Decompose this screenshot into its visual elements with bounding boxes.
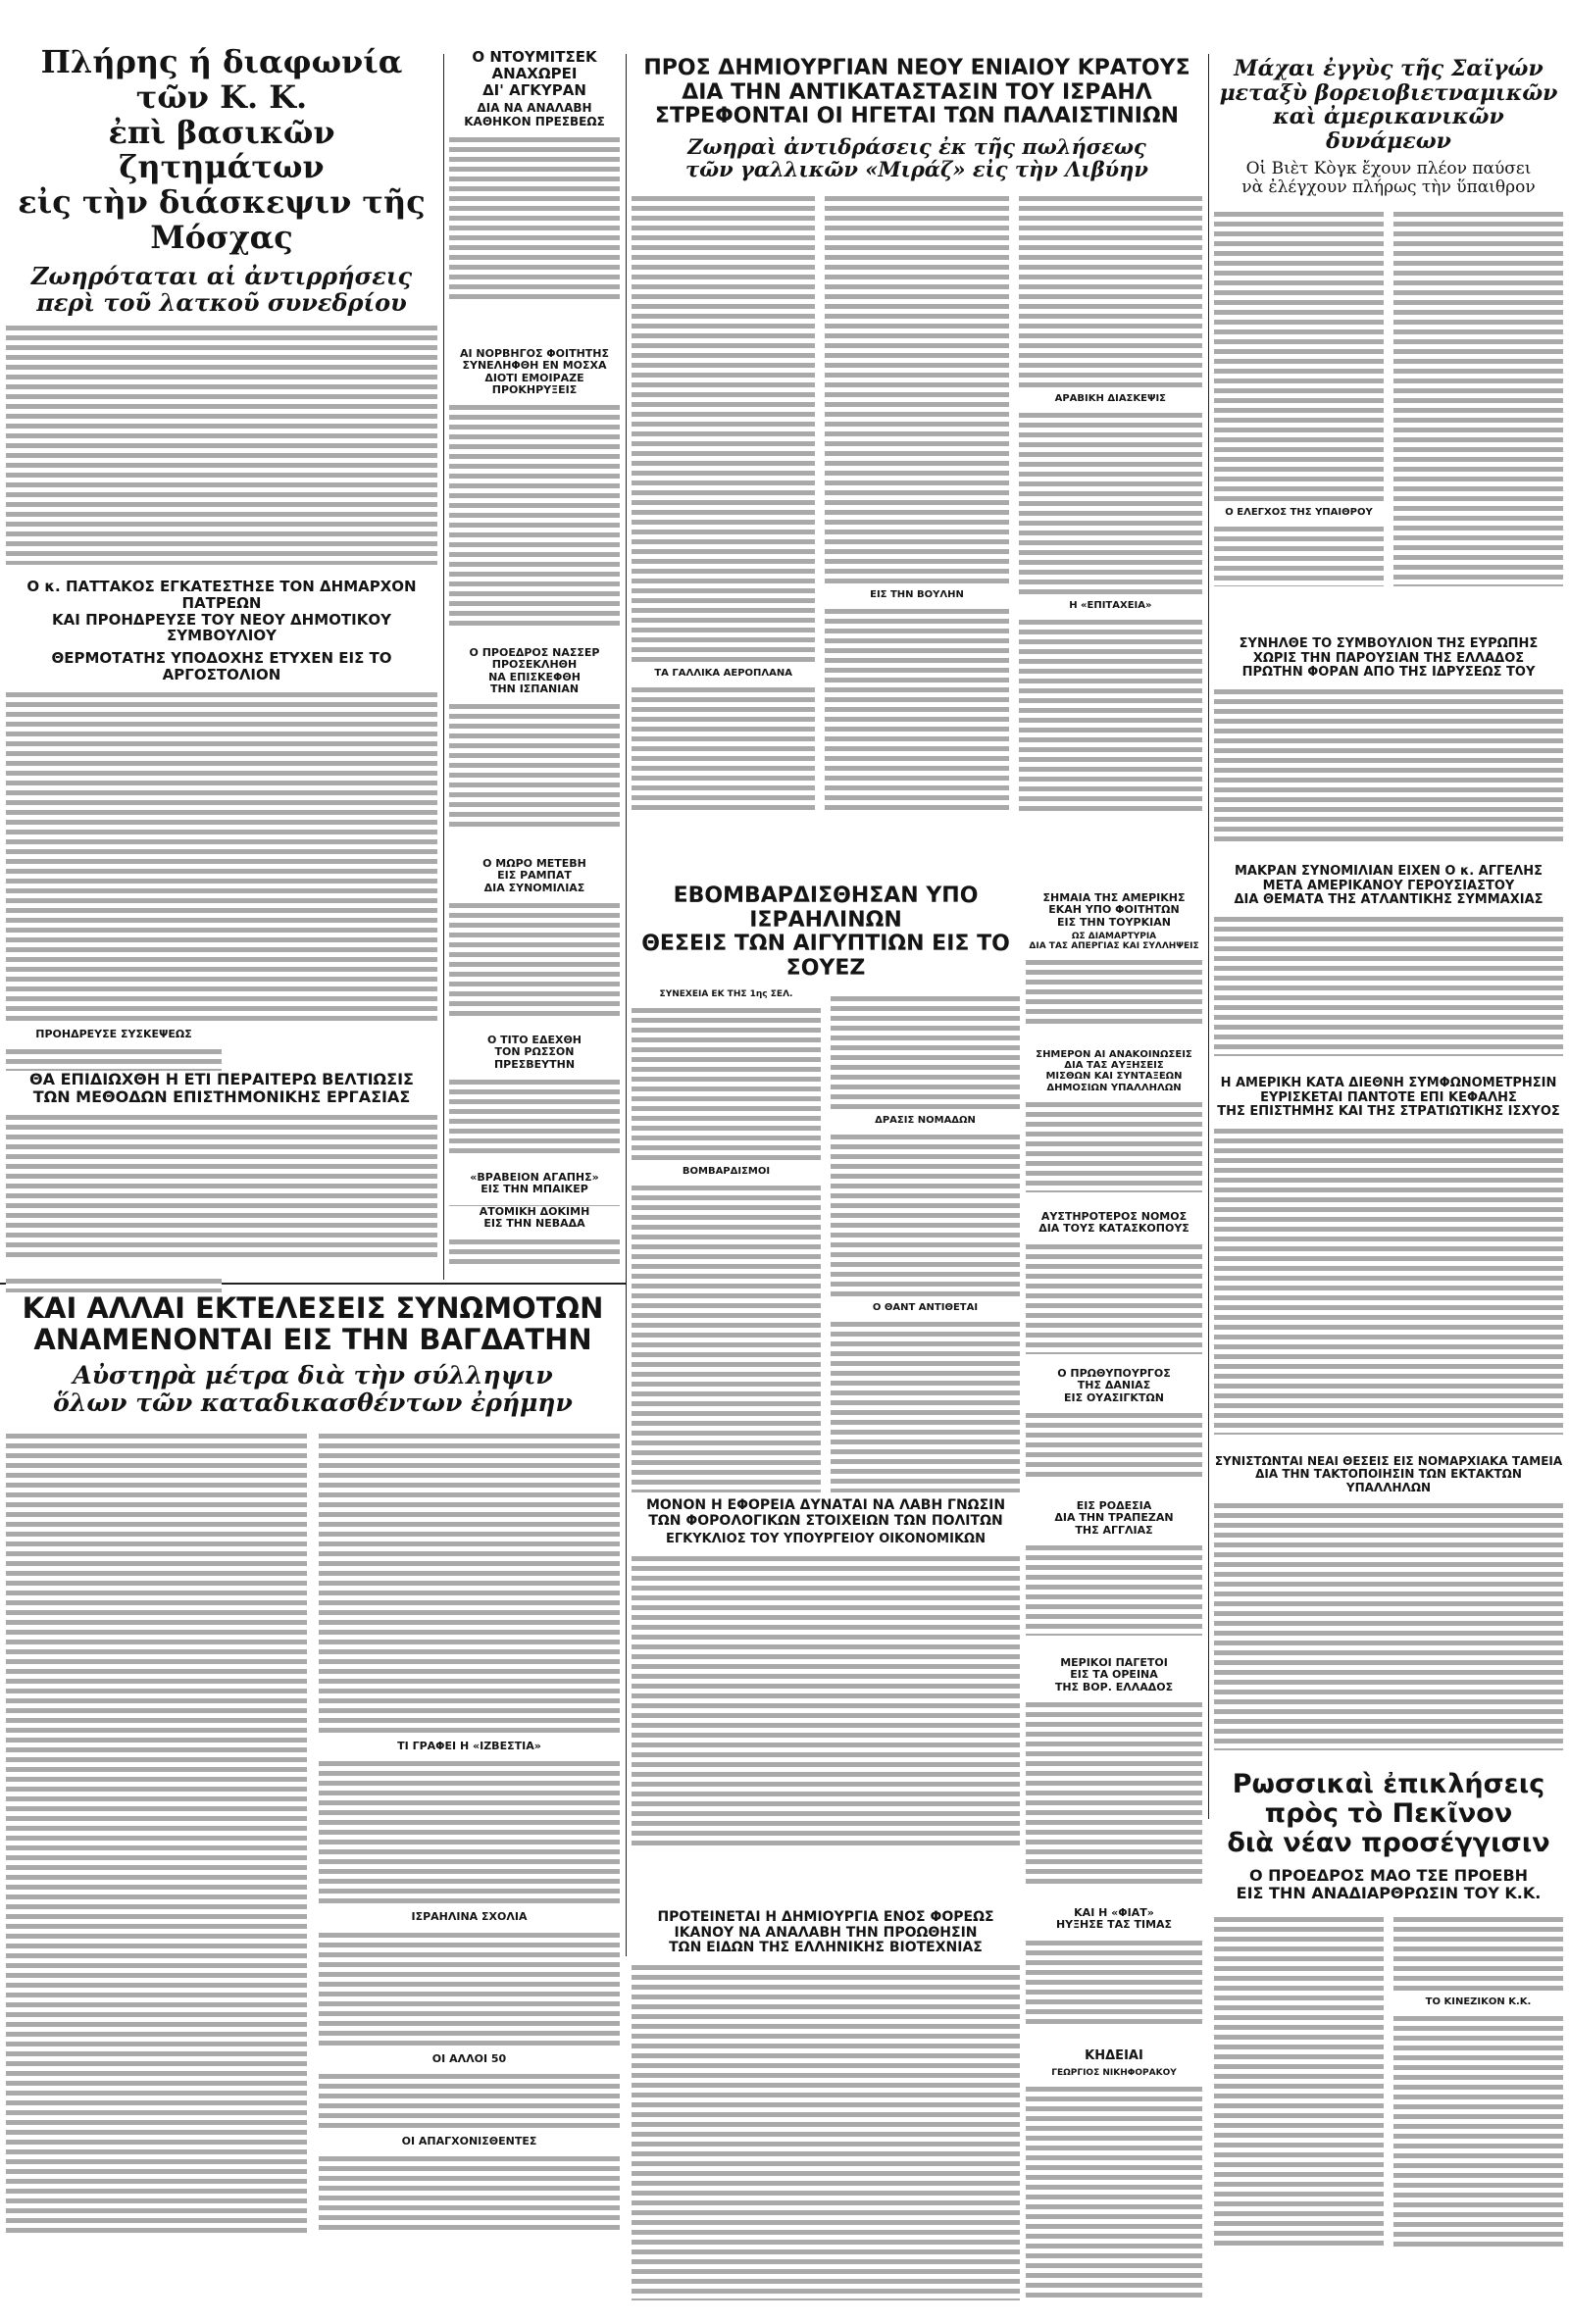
headline-line: ΠΡΟΣΕΚΛΗΘΗ: [491, 658, 578, 672]
headline-line: ΣΤΡΕΦΟΝΤΑΙ ΟΙ ΗΓΕΤΑΙ ΤΩΝ ΠΑΛΑΙΣΤΙΝΙΩΝ: [654, 104, 1180, 129]
subhead-line: ΚΑΘΗΚΟΝ ΠΡΕΣΒΕΩΣ: [464, 114, 605, 128]
article-body: [319, 1930, 620, 2047]
headline-line: ΜΕΤΑ ΑΜΕΡΙΚΑΝΟΥ ΓΕΡΟΥΣΙΑΣΤΟΥ: [1262, 878, 1515, 893]
headline-line: ΣΗΜΑΙΑ ΤΗΣ ΑΜΕΡΙΚΗΣ: [1042, 892, 1186, 904]
headline-line: Ο ΤΙΤΟ ΕΔΕΧΘΗ: [486, 1035, 582, 1046]
headline-line: ΕΙΣ ΤΑ ΟΡΕΙΝΑ: [1070, 1668, 1158, 1682]
headline-line: ΕΙΣ ΡΟΔΕΣΙΑ: [1076, 1500, 1152, 1512]
headline-line: ΔΗΜΟΣΙΩΝ ΥΠΑΛΛΗΛΩΝ: [1046, 1082, 1182, 1093]
article-body: [6, 689, 437, 1023]
section-heading: ΤΑ ΓΑΛΛΙΚΑ ΑΕΡΟΠΛΑΝΑ: [654, 667, 792, 679]
article-rhodesia-bank: [1026, 1500, 1202, 1652]
headline-line: ΕΥΡΙΣΚΕΤΑΙ ΠΑΝΤΟΤΕ ΕΠΙ ΚΕΦΑΛΗΣ: [1260, 1089, 1517, 1105]
headline-line: ΠΡΟΤΕΙΝΕΤΑΙ Η ΔΗΜΙΟΥΡΓΙΑ ΕΝΟΣ ΦΟΡΕΩΣ: [657, 1910, 994, 1925]
subhead-line: Αὐστηρὰ μέτρα διὰ τὴν σύλληψιν: [73, 1360, 553, 1389]
article-frost: [1026, 1657, 1202, 1902]
headline-line: ΕΙΣ ΡΑΜΠΑΤ: [497, 869, 572, 883]
article-body: [1026, 1410, 1202, 1479]
headline-line: ΜΙΣΘΩΝ ΚΑΙ ΣΥΝΤΑΞΕΩΝ: [1045, 1071, 1183, 1083]
article-body: [319, 1431, 620, 1735]
headline-line: ΔΙ' ΑΓΚΥΡΑΝ: [482, 80, 586, 99]
article-body: [6, 1431, 307, 2235]
article-body: [825, 193, 1008, 585]
subhead-line: ΕΙΣ ΤΗΝ ΑΝΑΔΙΑΡΘΡΩΣΙΝ ΤΟΥ Κ.Κ.: [1236, 1883, 1542, 1902]
article-body: [825, 606, 1008, 812]
article-body: [1019, 617, 1202, 813]
subhead-line: περὶ τοῦ λατκοῦ συνεδρίου: [36, 287, 407, 317]
headline-line: Η ΑΜΕΡΙΚΗ ΚΑΤΑ ΔΙΕΘΝΗ ΣΥΜΦΩΝΟΜΕΤΡΗΣΙΝ: [1220, 1077, 1557, 1090]
headline-line: «ΒΡΑΒΕΙΟΝ ΑΓΑΠΗΣ»: [470, 1172, 599, 1184]
headline-line: ΕΒΟΜΒΑΡΔΙΣΘΗΣΑΝ ΥΠΟ ΙΣΡΑΗΛΙΝΩΝ: [673, 884, 979, 933]
subhead-line: ΩΣ ΔΙΑΜΑΡΤΥΡΙΑ: [1071, 931, 1157, 941]
subhead-line: Ζωηρόταται αἱ ἀντιρρήσεις: [30, 261, 413, 290]
article-baghdad-executions: [6, 1292, 620, 2318]
article-body: [1026, 1241, 1202, 1354]
article-body: [449, 1237, 620, 1266]
article-body: [1026, 1699, 1202, 1886]
headline-line: ΚΗΔΕΙΑΙ: [1085, 2049, 1143, 2063]
headline-line: ΔΙΑ ΘΕΜΑΤΑ ΤΗΣ ΑΤΛΑΝΤΙΚΗΣ ΣΥΜΜΑΧΙΑΣ: [1234, 892, 1544, 908]
article-body: [319, 2071, 620, 2130]
headline-line: πρὸς τὸ Πεκῖνον: [1264, 1798, 1513, 1830]
subhead-line: νὰ ἐλέγχουν πλήρως τὴν ὕπαιθρον: [1241, 177, 1536, 197]
article-body: [319, 1758, 620, 1905]
article-body: [1026, 957, 1202, 1026]
article-body: [1214, 209, 1384, 503]
article-body: [632, 193, 815, 664]
subhead-line: ΔΙΑ ΤΑΣ ΑΠΕΡΓΙΑΣ ΚΑΙ ΣΥΛΛΗΨΕΙΣ: [1029, 941, 1199, 952]
section-heading: ΤΟ ΚΙΝΕΖΙΚΟΝ Κ.Κ.: [1425, 1996, 1532, 2007]
article-spy-law: [1026, 1211, 1202, 1368]
article-body: [449, 900, 620, 1018]
column-rule: [443, 54, 444, 1280]
headline-line: ΤΩΝ ΜΕΘΟΔΩΝ ΕΠΙΣΤΗΜΟΝΙΚΗΣ ΕΡΓΑΣΙΑΣ: [32, 1086, 411, 1106]
subhead-line: Ο ΠΡΟΕΔΡΟΣ ΜΑΟ ΤΣΕ ΠΡΟΕΒΗ: [1248, 1865, 1529, 1885]
subhead-line: ΘΕΡΜΟΤΑΤΗΣ ΥΠΟΔΟΧΗΣ ΕΤΥΧΕΝ ΕΙΣ ΤΟ ΑΡΓΟΣΤΟΛΙΟΝ: [51, 649, 392, 683]
headline-line: διὰ νέαν προσέγγισιν: [1227, 1828, 1550, 1859]
column-rule: [1208, 54, 1209, 1819]
headline-line: ΚΑΙ ΠΡΟΗΔΡΕΥΣΕ ΤΟΥ ΝΕΟΥ ΔΗΜΟΤΙΚΟΥ ΣΥΜΒΟΥΛΙΟΥ: [52, 610, 391, 645]
subhead-line: ΕΓΚΥΚΛΙΟΣ ΤΟΥ ΥΠΟΥΡΓΕΙΟΥ ΟΙΚΟΝΟΜΙΚΩΝ: [666, 1532, 986, 1547]
headline-line: Ο ΝΤΟΥΜΙΤΣΕΚ: [472, 49, 597, 66]
article-body: [632, 684, 815, 812]
headline-line: ΝΑ ΕΠΙΣΚΕΦΘΗ: [488, 670, 581, 683]
article-fiat-prices: [1026, 1907, 1202, 2045]
headline-line: εἰς τὴν διάσκεψιν τῆς Μόσχας: [18, 183, 426, 257]
article-us-science-military: [1214, 1077, 1563, 1454]
subhead-line: τῶν γαλλικῶν «Μιράζ» εἰς τὴν Λιβύην: [685, 157, 1148, 182]
article-handicraft-agency: [632, 1910, 1020, 2320]
article-body: [319, 2153, 620, 2232]
headline-line: ΜΑΚΡΑΝ ΣΥΝΟΜΙΛΙΑΝ ΕΙΧΕΝ Ο κ. ΑΓΓΕΛΗΣ: [1234, 865, 1544, 879]
headline-line: ΣΗΜΕΡΟΝ ΑΙ ΑΝΑΚΟΙΝΩΣΕΙΣ: [1036, 1049, 1192, 1060]
headline-line: ΕΙΣ ΤΗΝ ΝΕΒΑΔΑ: [483, 1217, 585, 1231]
article-moscow-conference: [6, 45, 437, 565]
section-heading: ΠΡΟΗΔΡΕΥΣΕ ΣΥΣΚΕΨΕΩΣ: [35, 1027, 192, 1040]
headline-line: ΕΙΣ ΤΗΝ ΤΟΥΡΚΙΑΝ: [1057, 915, 1171, 929]
headline-line: Μάχαι ἐγγὺς τῆς Σαϊγών: [1234, 57, 1544, 81]
section-heading: ΔΡΑΣΙΣ ΝΟΜΑΔΩΝ: [875, 1114, 976, 1126]
article-body: [1393, 2013, 1563, 2248]
headline-line: ΜΕΡΙΚΟΙ ΠΑΓΕΤΟΙ: [1060, 1657, 1168, 1669]
article-body: [449, 701, 620, 829]
headline-line: ἐπὶ βασικῶν ζητημάτων: [108, 113, 335, 186]
subhead-line: Οἱ Βιὲτ Κὸγκ ἔχουν πλέον παύσει: [1245, 158, 1532, 178]
article-body: [449, 1077, 620, 1155]
section-heading: ΕΙΣ ΤΗΝ ΒΟΥΛΗΝ: [870, 588, 964, 600]
article-dubcek: [449, 49, 620, 343]
headline-line: ΠΡΕΣΒΕΥΤΗΝ: [493, 1057, 576, 1071]
article-body: [1019, 193, 1202, 389]
headline-line: ΤΟΝ ΡΩΣΣΟΝ: [494, 1045, 575, 1059]
headline-line: Ρωσσικαὶ ἐπικλήσεις: [1232, 1770, 1545, 1799]
article-us-flag-turkey: [1026, 892, 1202, 1049]
headline-line: ΑΝΑΧΩΡΕΙ: [491, 64, 578, 82]
article-tax-data: [632, 1498, 1020, 1910]
article-body: [831, 1319, 1020, 1492]
headline-line: ΤΗΣ ΔΑΝΙΑΣ: [1077, 1379, 1151, 1392]
article-russia-peking: [1214, 1770, 1563, 2320]
section-heading: ΑΡΑΒΙΚΗ ΔΙΑΣΚΕΨΙΣ: [1054, 392, 1167, 404]
headline-line: ΑΙ ΝΟΡΒΗΓΟΣ ΦΟΙΤΗΤΗΣ: [459, 348, 610, 360]
subhead-line: ΔΙΑ ΝΑ ΑΝΑΛΑΒΗ: [477, 101, 592, 116]
article-tito-ambassador: [449, 1035, 620, 1172]
article-norwegian-student: [449, 348, 620, 647]
headline-line: ΘΕΣΕΙΣ ΤΩΝ ΑΙΓΥΠΤΙΩΝ ΕΙΣ ΤΟ ΣΟΥΕΖ: [641, 932, 1010, 981]
article-body: [1393, 1914, 1563, 1993]
section-heading: ΟΙ ΑΛΛΟΙ 50: [431, 2051, 507, 2065]
article-body: [1026, 1938, 1202, 2026]
article-body: [1214, 524, 1384, 586]
headline-line: ΣΥΝΙΣΤΩΝΤΑΙ ΝΕΑΙ ΘΕΣΕΙΣ ΕΙΣ ΝΟΜΑΡΧΙΑΚΑ ΤΑΜΕΙΑ: [1214, 1455, 1563, 1468]
headline-line: ΔΙΑ ΤΟΥΣ ΚΑΤΑΣΚΟΠΟΥΣ: [1038, 1222, 1189, 1236]
article-body: [449, 134, 620, 301]
article-nevada-test: [449, 1206, 620, 1280]
section-heading: ΣΥΝΕΧΕΙΑ ΕΚ ΤΗΣ 1ης ΣΕΛ.: [659, 988, 793, 999]
article-palestinian-leaders: [632, 57, 1202, 861]
article-body: [1026, 2084, 1202, 2299]
article-body: [1214, 686, 1563, 843]
headline-line: ΤΗΣ ΒΟΡ. ΕΛΛΑΔΟΣ: [1054, 1680, 1174, 1693]
headline-line: ΚΑΙ ΑΛΛΑΙ ΕΚΤΕΛΕΣΕΙΣ ΣΥΝΩΜΟΤΩΝ: [22, 1292, 604, 1325]
article-body: [632, 1962, 1020, 2300]
article-suez-bombing: [632, 884, 1020, 1492]
headline-line: ΔΙΟΤΙ ΕΜΟΙΡΑΖΕ: [484, 371, 584, 384]
headline-line: ΠΡΟΣ ΔΗΜΙΟΥΡΓΙΑΝ ΝΕΟΥ ΕΝΙΑΙΟΥ ΚΡΑΤΟΥΣ: [643, 57, 1190, 80]
headline-line: Ο ΠΡΟΕΔΡΟΣ ΝΑΣΣΕΡ: [469, 647, 600, 659]
article-body: [831, 1132, 1020, 1298]
article-angelis-senator: [1214, 865, 1563, 1076]
section-heading: Ο ΕΛΕΓΧΟΣ ΤΗΣ ΥΠΑΙΘΡΟΥ: [1225, 506, 1373, 518]
article-body: [449, 402, 620, 628]
article-saigon-battles: [1214, 57, 1563, 586]
headline-line: ΕΙΣ ΟΥΑΣΙΓΚΤΩΝ: [1064, 1390, 1164, 1404]
article-body: [632, 1553, 1020, 1847]
headline-line: ΙΚΑΝΟΥ ΝΑ ΑΝΑΛΑΒΗ ΤΗΝ ΠΡΟΩΘΗΣΙΝ: [674, 1924, 978, 1941]
article-body: [6, 323, 437, 565]
headline-line: ΧΩΡΙΣ ΤΗΝ ΠΑΡΟΥΣΙΑΝ ΤΗΣ ΕΛΛΑΔΟΣ: [1252, 650, 1525, 666]
article-body: [632, 1005, 821, 1162]
article-moro-rabat: [449, 858, 620, 1035]
headline-line: ΔΙΑ ΤΗΝ ΤΡΑΠΕΖΑΝ: [1054, 1511, 1174, 1525]
headline-line: ΘΑ ΕΠΙΔΙΩΧΘΗ Η ΕΤΙ ΠΕΡΑΙΤΕΡΩ ΒΕΛΤΙΩΣΙΣ: [29, 1071, 414, 1088]
article-body: [1214, 1914, 1384, 2248]
headline-line: ΜΟΝΟΝ Η ΕΦΟΡΕΙΑ ΔΥΝΑΤΑΙ ΝΑ ΛΑΒΗ ΓΝΩΣΙΝ: [645, 1498, 1006, 1513]
article-council-of-europe: [1214, 637, 1563, 863]
article-nasser-spain: [449, 647, 620, 858]
headline-line: Πλήρης ή διαφωνία τῶν Κ. Κ.: [40, 45, 403, 116]
article-denmark-pm: [1026, 1368, 1202, 1495]
headline-line: ΤΗΣ ΕΠΙΣΤΗΜΗΣ ΚΑΙ ΤΗΣ ΣΤΡΑΤΙΩΤΙΚΗΣ ΙΣΧΥΟΣ: [1217, 1104, 1560, 1120]
article-body: [1026, 1542, 1202, 1636]
section-heading: ΙΣΡΑΗΛΙΝΑ ΣΧΟΛΙΑ: [411, 1910, 528, 1924]
headline-line: ΔΙΑ ΤΑΣ ΑΥΞΗΣΕΙΣ: [1064, 1060, 1164, 1072]
headline-line: ΑΝΑΜΕΝΟΝΤΑΙ ΕΙΣ ΤΗΝ ΒΑΓΔΑΤΗΝ: [33, 1323, 592, 1357]
headline-line: ΑΤΟΜΙΚΗ ΔΟΚΙΜΗ: [479, 1206, 590, 1218]
article-body: [632, 1183, 821, 1492]
article-body: [1214, 914, 1563, 1056]
headline-line: καὶ ἀμερικανικῶν δυνάμεων: [1273, 104, 1504, 154]
article-body: [1214, 1126, 1563, 1435]
headline-line: ΣΥΝΗΛΘΕ ΤΟ ΣΥΜΒΟΥΛΙΟΝ ΤΗΣ ΕΥΡΩΠΗΣ: [1239, 637, 1539, 651]
headline-line: Ο κ. ΠΑΤΤΑΚΟΣ ΕΓΚΑΤΕΣΤΗΣΕ ΤΟΝ ΔΗΜΑΡΧΟΝ ΠΑΤΡΕΩΝ: [26, 579, 417, 612]
headline-line: Ο ΜΩΡΟ ΜΕΤΕΒΗ: [482, 858, 586, 870]
headline-line: ΗΥΞΗΣΕ ΤΑΣ ΤΙΜΑΣ: [1055, 1918, 1173, 1932]
headline-line: ΤΗΝ ΙΣΠΑΝΙΑΝ: [489, 682, 580, 695]
article-body: [1393, 209, 1563, 586]
section-heading: Ο ΘΑΝΤ ΑΝΤΙΘΕΤΑΙ: [872, 1301, 979, 1313]
headline-line: ΠΡΟΚΗΡΥΞΕΙΣ: [491, 382, 578, 396]
subhead-line: ΓΕΩΡΓΙΟΣ ΝΙΚΗΦΟΡΑΚΟΥ: [1051, 2067, 1177, 2078]
headline-line: Ο ΠΡΩΘΥΠΟΥΡΓΟΣ: [1057, 1368, 1171, 1380]
section-heading: ΒΟΜΒΑΡΔΙΣΜΟΙ: [682, 1165, 771, 1177]
headline-line: ΕΚΑΗ ΥΠΟ ΦΟΙΤΗΤΩΝ: [1048, 903, 1180, 917]
article-body: [1019, 410, 1202, 596]
article-treasury-positions: [1214, 1455, 1563, 1761]
headline-line: ΤΩΝ ΕΙΔΩΝ ΤΗΣ ΕΛΛΗΝΙΚΗΣ ΒΙΟΤΕΧΝΙΑΣ: [669, 1940, 983, 1956]
headline-line: ΤΩΝ ΦΟΡΟΛΟΓΙΚΩΝ ΣΤΟΙΧΕΙΩΝ ΤΩΝ ΠΟΛΙΤΩΝ: [648, 1512, 1003, 1529]
article-body: [1026, 1099, 1202, 1192]
subhead-line: Ζωηραὶ ἀντιδράσεις ἐκ τῆς πωλήσεως: [687, 133, 1146, 159]
section-heading: Η «ΕΠΙΤΑΧΕΙΑ»: [1069, 600, 1152, 612]
headline-line: ΑΥΣΤΗΡΟΤΕΡΟΣ ΝΟΜΟΣ: [1040, 1211, 1188, 1223]
article-body: [831, 993, 1020, 1111]
headline-line: ΕΙΣ ΤΗΝ ΜΠΑΙΚΕΡ: [481, 1183, 588, 1196]
column-rule: [626, 54, 627, 1956]
headline-line: ΚΑΙ Η «ΦΙΑΤ»: [1074, 1907, 1154, 1919]
section-heading: ΟΙ ΑΠΑΓΧΟΝΙΣΘΕΝΤΕΣ: [401, 2134, 537, 2147]
article-scientific-methods: [6, 1071, 437, 1277]
headline-line: ΔΙΑ ΤΗΝ ΑΝΤΙΚΑΤΑΣΤΑΣΙΝ ΤΟΥ ΙΣΡΑΗΛ: [682, 79, 1152, 105]
headline-line: ΔΙΑ ΣΥΝΟΜΙΛΙΑΣ: [483, 881, 585, 894]
headline-line: ΤΗΣ ΑΓΓΛΙΑΣ: [1075, 1523, 1153, 1537]
headline-line: ΠΡΩΤΗΝ ΦΟΡΑΝ ΑΠΟ ΤΗΣ ΙΔΡΥΣΕΩΣ ΤΟΥ: [1241, 665, 1536, 681]
article-body: [6, 1112, 437, 1259]
headline-line: ΣΥΝΕΛΗΦΘΗ ΕΝ ΜΟΣΧΑ: [462, 359, 607, 373]
section-heading: ΤΙ ΓΡΑΦΕΙ Η «ΙΖΒΕΣΤΙΑ»: [397, 1739, 541, 1752]
subhead-line: ὅλων τῶν καταδικασθέντων ἐρήμην: [53, 1388, 573, 1417]
headline-line: μεταξὺ βορειοβιετναμικῶν: [1219, 79, 1558, 106]
article-body: [1214, 1500, 1563, 1750]
article-funeral: [1026, 2049, 1202, 2320]
article-salary-raises: [1026, 1049, 1202, 1211]
headline-line: ΔΙΑ ΤΗΝ ΤΑΚΤΟΠΟΙΗΣΙΝ ΤΩΝ ΕΚΤΑΚΤΩΝ ΥΠΑΛΛΗΛΩΝ: [1255, 1467, 1522, 1494]
